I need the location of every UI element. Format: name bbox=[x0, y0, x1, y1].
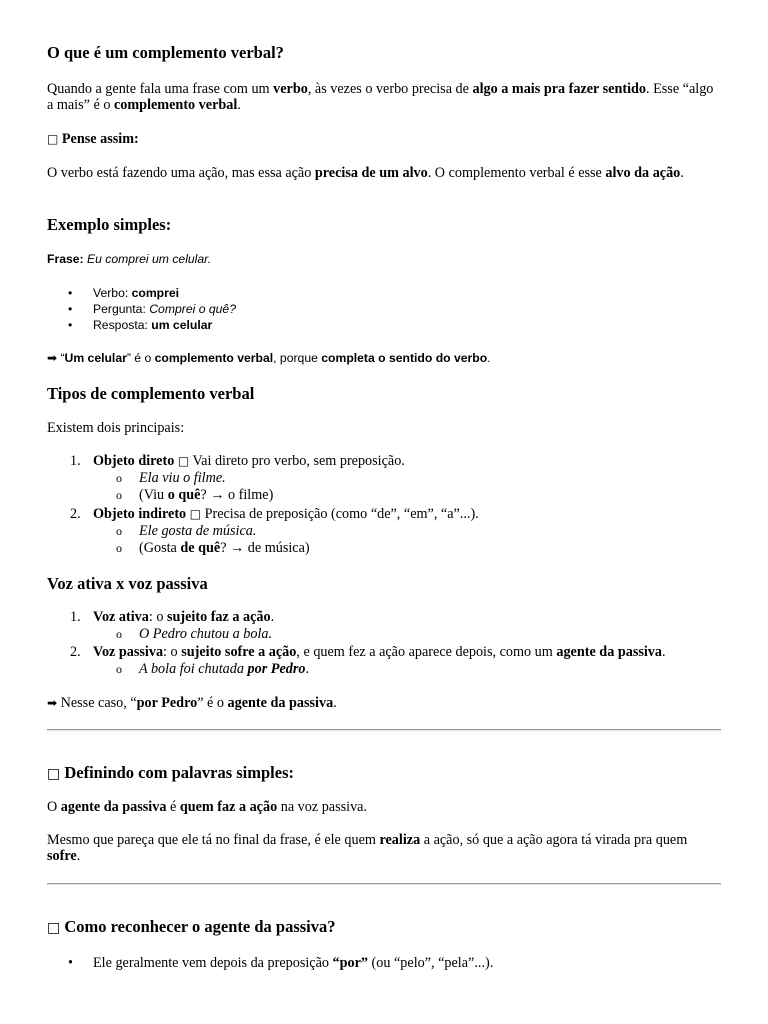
heading-como-reconhecer: □ Como reconhecer o agente da passiva? bbox=[47, 917, 336, 936]
circle-bullet-icon: o bbox=[116, 524, 122, 538]
list-item: • Ele geralmente vem depois da preposição “por” (ou “pelo”, “pela”...). bbox=[68, 955, 494, 971]
circle-bullet-icon: o bbox=[116, 471, 122, 485]
placeholder-glyph-icon: □ bbox=[47, 766, 61, 782]
horizontal-divider bbox=[47, 729, 721, 731]
heading-definindo: □ Definindo com palavras simples: bbox=[47, 763, 294, 782]
list-item: • Resposta: um celular bbox=[68, 318, 213, 332]
placeholder-glyph-icon: □ bbox=[47, 920, 61, 936]
bullet-icon: • bbox=[68, 302, 73, 316]
list-item: • Verbo: comprei bbox=[68, 286, 180, 300]
example-sentence: Frase: Eu comprei um celular. bbox=[47, 252, 212, 266]
bullet-icon: • bbox=[68, 955, 73, 971]
list-item: o Ela viu o filme. bbox=[116, 470, 226, 486]
paragraph-agente-explicacao: Mesmo que pareça que ele tá no final da frase, é ele quem realiza a ação, só que a ação agora tá virada pra quem sofre. bbox=[47, 832, 688, 864]
heading-tipos: Tipos de complemento verbal bbox=[47, 384, 255, 403]
arrow-right-icon: ➡ bbox=[47, 351, 58, 365]
paragraph-nesse-caso: ➡ Nesse caso, “por Pedro” é o agente da passiva. bbox=[47, 695, 337, 711]
paragraph-dois-principais: Existem dois principais: bbox=[47, 420, 185, 436]
placeholder-glyph-icon: □ bbox=[177, 454, 190, 468]
list-item: 1. Objeto direto □ Vai direto pro verbo, sem preposição. bbox=[70, 453, 405, 469]
bullet-icon: • bbox=[68, 318, 73, 332]
paragraph-alvo: O verbo está fazendo uma ação, mas essa ação precisa de um alvo. O complemento verbal é esse alvo da ação. bbox=[47, 165, 684, 181]
arrow-right-icon: ➡ bbox=[47, 696, 58, 710]
heading-voz-ativa-passiva: Voz ativa x voz passiva bbox=[47, 574, 208, 593]
list-item: o O Pedro chutou a bola. bbox=[116, 626, 273, 642]
list-item: • Pergunta: Comprei o quê? bbox=[68, 302, 236, 316]
circle-bullet-icon: o bbox=[116, 627, 122, 641]
example-conclusion: ➡ “Um celular” é o complemento verbal, porque completa o sentido do verbo. bbox=[47, 351, 491, 365]
list-item: 2. Objeto indireto □ Precisa de preposição (como “de”, “em”, “a”...). bbox=[70, 506, 479, 522]
circle-bullet-icon: o bbox=[116, 662, 122, 676]
list-item: o (Gosta de quê? → de música) bbox=[116, 540, 310, 556]
list-item: o (Viu o quê? → o filme) bbox=[116, 487, 274, 503]
placeholder-glyph-icon: □ bbox=[47, 132, 59, 146]
list-item: 2. Voz passiva: o sujeito sofre a ação, e quem fez a ação aparece depois, como um agente da passiva. bbox=[70, 644, 666, 660]
horizontal-divider bbox=[47, 883, 721, 885]
list-item: o Ele gosta de música. bbox=[116, 523, 257, 539]
list-item: o A bola foi chutada por Pedro. bbox=[116, 661, 309, 677]
list-item: 1. Voz ativa: o sujeito faz a ação. bbox=[70, 609, 275, 625]
heading-complemento-verbal: O que é um complemento verbal? bbox=[47, 43, 284, 62]
circle-bullet-icon: o bbox=[116, 541, 122, 555]
bullet-icon: • bbox=[68, 286, 73, 300]
paragraph-intro: Quando a gente fala uma frase com um verbo, às vezes o verbo precisa de algo a mais pra fazer sentido. Esse “algo a mais” é o complemento verbal. bbox=[47, 81, 714, 113]
placeholder-glyph-icon: □ bbox=[189, 507, 202, 521]
circle-bullet-icon: o bbox=[116, 488, 122, 502]
paragraph-agente-definicao: O agente da passiva é quem faz a ação na voz passiva. bbox=[47, 799, 368, 815]
think-label: □ Pense assim: bbox=[47, 131, 139, 147]
heading-exemplo-simples: Exemplo simples: bbox=[47, 215, 172, 234]
